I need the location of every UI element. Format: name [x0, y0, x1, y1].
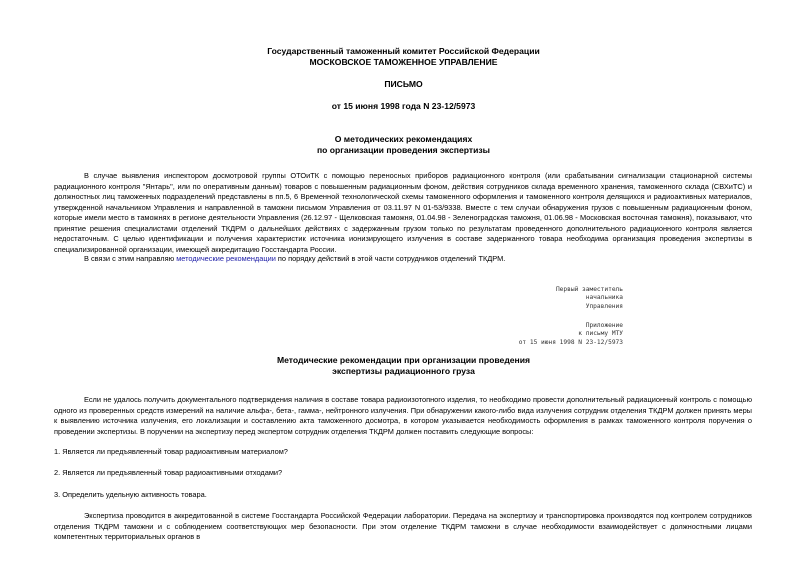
recommendations-title-line-2: экспертизы радиационного груза	[332, 366, 475, 376]
recommendations-title-line-1: Методические рекомендации при организации проведения	[276, 355, 531, 365]
paragraph-2-after: по порядку действий в этой части сотрудников отделений ТКДРМ.	[275, 254, 506, 263]
body-paragraph-2	[54, 254, 752, 265]
appendix-line-3: от 15 июня 1998 N 23-12/5973	[518, 338, 623, 346]
question-2: 2. Является ли предъявленный товар радиоактивными отходами?	[54, 468, 283, 477]
signature-line-1: Первый заместитель	[555, 286, 623, 293]
question-3: 3. Определить удельную активность товара.	[54, 490, 207, 499]
paragraph-2-before: В связи с этим направляю	[84, 254, 177, 263]
signature-line-3: Управления	[585, 302, 623, 310]
subject-line-1: О методических рекомендациях	[334, 134, 473, 144]
question-1: 1. Является ли предъявленный товар радиоактивным материалом?	[54, 447, 288, 456]
appendix-line-1: Приложение	[585, 322, 623, 329]
appendix-block	[519, 322, 623, 347]
header-administration: МОСКОВСКОЕ ТАМОЖЕННОЕ УПРАВЛЕНИЕ	[309, 57, 498, 67]
body-paragraph-1: В случае выявления инспектором досмотровой группы ОТОиТК с помощью переносных приборов радиационного контроля (или срабатывании сигнализации стационарной системы радиационного контроля "Янтарь", или по оперативным данным) товаров с повышенным радиационным фоном, действия сотрудников склада временного хранения, таможенного склада (СВХиТС) и должностных лиц таможенных подразделений представлены в пп.5, 6 Временной технологической схемы таможенного оформления и таможенного контроля делящихся и радиоактивных материалов, утвержденной начальником Управления и направленной в таможни письмом Управления от 03.11.97 N 01-53/9338. Вместе с тем случаи обнаружения грузов с повышенным радиационным фоном, которые имели место в таможнях в регионе деятельности Управления (26.12.97 - Щелковская таможня, 01.04.98 - Зеленоградская таможня, 01.06.98 - Московская восточная таможня), показывают, что принятие решения специалистами отделений ТКДРМ о дальнейших действиях с задержанным грузом только по результатам проведенного дополнительного радиационного контроля является недостаточным. С целью идентификации и получения характеристик источника ионизирующего излучения в составе задержанного товара необходима организация проведения экспертизы в специализированной организации, имеющей аккредитацию Госстандарта России.	[54, 171, 752, 254]
doc-date: от 15 июня 1998 года N 23-12/5973	[331, 101, 476, 111]
recommendations-final: Экспертиза проводится в аккредитованной в системе Госстандарта Российской Федерации лаборатории. Передача на экспертизу и транспортировка производятся под контролем сотрудников отделения ТКДРМ таможни и с соблюдением соответствующих мер безопасности. При этом отделение ТКДРМ таможни в случае необходимости взаимодействует с должностными лицами компетентных территориальных органов в	[54, 511, 752, 541]
signature-block	[556, 286, 623, 311]
header-committee: Государственный таможенный комитет Российской Федерации	[267, 46, 540, 56]
methodical-recommendations-link[interactable]: методические рекомендации	[176, 254, 276, 263]
signature-line-2: начальника	[585, 294, 623, 302]
appendix-line-2: к письму МТУ	[578, 330, 623, 338]
recommendations-intro: Если не удалось получить документального подтверждения наличия в составе товара радиоизотопного изделия, то необходимо провести дополнительный радиационный контроль с помощью одного из проверенных средств измерений на наличие альфа-, бета-, гамма-, нейтронного излучения. При обнаружении какого-либо вида излучения сотрудник отделения ТКДРМ должен принять меры к выявлению источника излучения, его локализации и составлению акта таможенного досмотра, в котором указывается необходимость оформления в рамках таможенного контроля поручения о проведении экспертизы. В поручении на экспертизу перед экспертом сотрудник отделения ТКДРМ должен поставить следующие вопросы:	[54, 395, 752, 436]
subject-line-2: по организации проведения экспертизы	[316, 145, 490, 155]
doc-type: ПИСЬМО	[384, 79, 423, 89]
